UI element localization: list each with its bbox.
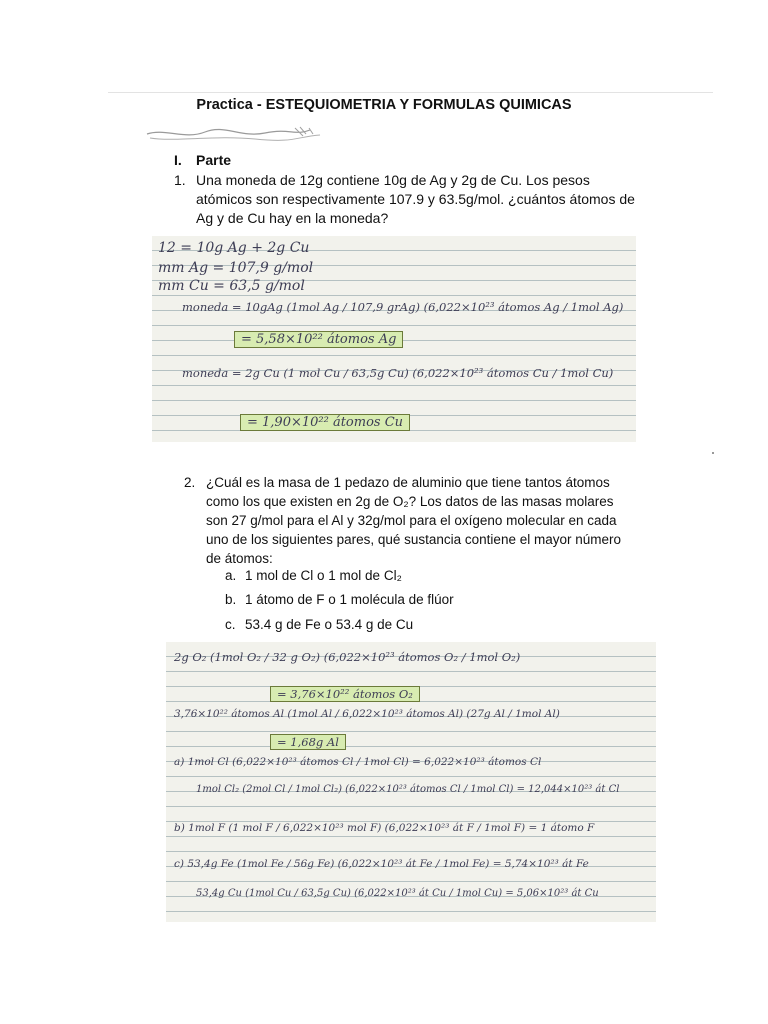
solution-2-line: c) 53,4g Fe (1mol Fe / 56g Fe) (6,022×10²³ át Fe / 1mol Fe) = 5,74×10²³ át Fe xyxy=(174,858,589,870)
solution-1-line: mm Cu = 63,5 g/mol xyxy=(158,278,305,294)
solution-1-line: moneda = 10gAg (1mol Ag / 107,9 grAg) (6,022×10²³ átomos Ag / 1mol Ag) xyxy=(182,300,624,314)
option-c xyxy=(225,617,413,632)
handwritten-solution-2 xyxy=(166,642,656,922)
option-text: 1 mol de Cl o 1 mol de Cl₂ xyxy=(245,568,402,583)
solution-1-line: 12 = 10g Ag + 2g Cu xyxy=(158,240,310,256)
question-1-line: Una moneda de 12g contiene 10g de Ag y 2g de Cu. Los pesos xyxy=(196,172,590,188)
speck xyxy=(712,452,714,454)
page-title: Practica - ESTEQUIOMETRIA Y FORMULAS QUIMICAS xyxy=(196,97,572,113)
question-2-line: ¿Cuál es la masa de 1 pedazo de aluminio que tiene tantos átomos xyxy=(206,475,610,490)
option-letter: c. xyxy=(225,617,236,632)
solution-1-result-ag: = 5,58×10²² átomos Ag xyxy=(234,331,403,348)
option-text: 53.4 g de Fe o 53.4 g de Cu xyxy=(245,617,414,632)
solution-1-result-cu: = 1,90×10²² átomos Cu xyxy=(240,414,410,431)
part-number: I. xyxy=(174,152,182,168)
solution-1-line: mm Ag = 107,9 g/mol xyxy=(158,260,314,276)
question-2-line: como los que existen en 2g de O₂? Los datos de las masas molares xyxy=(206,494,614,509)
question-2-number: 2. xyxy=(184,475,196,490)
solution-2-result-al: = 1,68g Al xyxy=(270,734,346,750)
crossed-out-name-scribble xyxy=(145,124,335,146)
question-1-line: Ag y de Cu hay en la moneda? xyxy=(196,210,389,226)
solution-2-line: 53,4g Cu (1mol Cu / 63,5g Cu) (6,022×10²³ át Cu / 1mol Cu) = 5,06×10²³ át Cu xyxy=(196,888,599,899)
solution-2-line: 2g O₂ (1mol O₂ / 32 g O₂) (6,022×10²³ átomos O₂ / 1mol O₂) xyxy=(174,650,521,664)
solution-2-result-o2: = 3,76×10²² átomos O₂ xyxy=(270,686,420,702)
option-letter: a. xyxy=(225,568,237,583)
question-2 xyxy=(184,473,646,568)
solution-2-line: a) 1mol Cl (6,022×10²³ átomos Cl / 1mol Cl) = 6,022×10²³ átomos Cl xyxy=(174,756,542,768)
question-1-number: 1. xyxy=(174,172,186,188)
question-1 xyxy=(174,171,656,228)
question-2-line: de átomos: xyxy=(206,551,273,566)
question-2-line: uno de los siguientes pares, qué sustancia contiene el mayor número xyxy=(206,532,621,547)
question-2-line: son 27 g/mol para el Al y 32g/mol para el oxígeno molecular en cada xyxy=(206,513,617,528)
option-a xyxy=(225,568,402,583)
solution-2-line: 1mol Cl₂ (2mol Cl / 1mol Cl₂) (6,022×10²³ átomos Cl / 1mol Cl) = 12,044×10²³ át Cl xyxy=(196,784,620,795)
option-b xyxy=(225,592,454,607)
part-heading xyxy=(174,152,231,168)
handwritten-solution-1 xyxy=(152,236,636,442)
question-1-line: atómicos son respectivamente 107.9 y 63.5g/mol. ¿cuántos átomos de xyxy=(196,191,635,207)
solution-1-line: moneda = 2g Cu (1 mol Cu / 63,5g Cu) (6,022×10²³ átomos Cu / 1mol Cu) xyxy=(182,366,614,380)
solution-2-line: b) 1mol F (1 mol F / 6,022×10²³ mol F) (6,022×10²³ át F / 1mol F) = 1 átomo F xyxy=(174,822,595,834)
part-label: Parte xyxy=(196,152,232,168)
option-text: 1 átomo de F o 1 molécula de flúor xyxy=(245,592,454,607)
option-letter: b. xyxy=(225,592,237,607)
top-divider xyxy=(108,92,713,93)
solution-2-line: 3,76×10²² átomos Al (1mol Al / 6,022×10²³ átomos Al) (27g Al / 1mol Al) xyxy=(174,708,560,720)
